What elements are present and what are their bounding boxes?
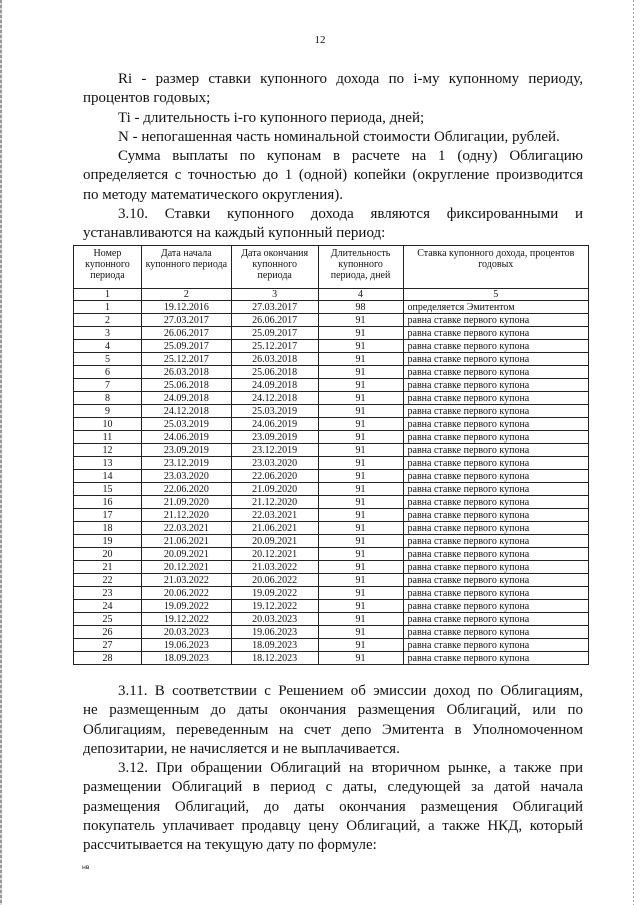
start-date-cell: 20.03.2023 <box>141 626 231 639</box>
table-row <box>74 379 589 392</box>
table-row <box>74 652 589 665</box>
coupon-number-cell: 23 <box>74 587 142 600</box>
start-date-cell: 19.09.2022 <box>141 600 231 613</box>
end-date-cell: 23.03.2020 <box>231 457 318 470</box>
duration-cell: 91 <box>318 379 403 392</box>
end-date-cell: 26.06.2017 <box>231 314 318 327</box>
table-row <box>74 574 589 587</box>
table-row <box>74 444 589 457</box>
end-date-cell: 21.09.2020 <box>231 483 318 496</box>
duration-cell: 91 <box>318 535 403 548</box>
end-date-cell: 27.03.2017 <box>231 301 318 314</box>
duration-cell: 91 <box>318 496 403 509</box>
footer-initials: нв <box>82 864 90 871</box>
start-date-cell: 24.06.2019 <box>141 431 231 444</box>
end-date-cell: 21.03.2022 <box>231 561 318 574</box>
duration-cell: 91 <box>318 353 403 366</box>
start-date-cell: 26.06.2017 <box>141 327 231 340</box>
coupon-number-cell: 24 <box>74 600 142 613</box>
rate-cell: равна ставке первого купона <box>403 613 589 626</box>
table-row <box>74 431 589 444</box>
duration-cell: 91 <box>318 626 403 639</box>
column-number: 4 <box>318 289 403 301</box>
start-date-cell: 22.06.2020 <box>141 483 231 496</box>
rate-cell: равна ставке первого купона <box>403 626 589 639</box>
coupon-number-cell: 11 <box>74 431 142 444</box>
start-date-cell: 23.03.2020 <box>141 470 231 483</box>
end-date-cell: 18.09.2023 <box>231 639 318 652</box>
text-line: размещения Облигаций, до даты окончания размещения Облигаций <box>83 798 583 815</box>
column-number-row <box>74 289 589 301</box>
start-date-cell: 19.12.2016 <box>141 301 231 314</box>
start-date-cell: 21.03.2022 <box>141 574 231 587</box>
end-date-cell: 23.12.2019 <box>231 444 318 457</box>
table-row <box>74 522 589 535</box>
rate-cell: равна ставке первого купона <box>403 587 589 600</box>
start-date-cell: 21.12.2020 <box>141 509 231 522</box>
rate-cell: равна ставке первого купона <box>403 457 589 470</box>
coupon-number-cell: 10 <box>74 418 142 431</box>
start-date-cell: 25.06.2018 <box>141 379 231 392</box>
header-rate: Ставка купонного дохода, процентов годовых <box>403 246 589 289</box>
text-line: по методу математического округления). <box>83 186 343 203</box>
text-line: 3.12. При обращении Облигаций на вторичном рынке, а также при <box>118 760 583 776</box>
text-line: депозитарии, не начисляется и не выплачивается. <box>83 740 400 757</box>
coupon-number-cell: 12 <box>74 444 142 457</box>
end-date-cell: 23.09.2019 <box>231 431 318 444</box>
duration-cell: 91 <box>318 392 403 405</box>
rate-cell: равна ставке первого купона <box>403 444 589 457</box>
table-row <box>74 587 589 600</box>
column-number: 5 <box>403 289 589 301</box>
duration-cell: 91 <box>318 418 403 431</box>
duration-cell: 91 <box>318 314 403 327</box>
table-row <box>74 509 589 522</box>
duration-cell: 91 <box>318 561 403 574</box>
start-date-cell: 23.09.2019 <box>141 444 231 457</box>
coupon-number-cell: 14 <box>74 470 142 483</box>
end-date-cell: 25.03.2019 <box>231 405 318 418</box>
text-line: процентов годовых; <box>83 90 211 107</box>
end-date-cell: 21.06.2021 <box>231 522 318 535</box>
coupon-number-cell: 26 <box>74 626 142 639</box>
start-date-cell: 23.12.2019 <box>141 457 231 470</box>
coupon-number-cell: 22 <box>74 574 142 587</box>
coupon-number-cell: 6 <box>74 366 142 379</box>
coupon-number-cell: 28 <box>74 652 142 665</box>
start-date-cell: 27.03.2017 <box>141 314 231 327</box>
section-3-10-heading: 3.10. Ставки купонного дохода являются фиксированными и <box>118 206 583 223</box>
start-date-cell: 20.09.2021 <box>141 548 231 561</box>
start-date-cell: 25.03.2019 <box>141 418 231 431</box>
duration-cell: 91 <box>318 613 403 626</box>
start-date-cell: 19.12.2022 <box>141 613 231 626</box>
start-date-cell: 19.06.2023 <box>141 639 231 652</box>
coupon-number-cell: 27 <box>74 639 142 652</box>
end-date-cell: 24.12.2018 <box>231 392 318 405</box>
table-row <box>74 340 589 353</box>
scan-edge-right <box>633 0 634 905</box>
start-date-cell: 25.09.2017 <box>141 340 231 353</box>
table-row <box>74 327 589 340</box>
table-row <box>74 496 589 509</box>
coupon-number-cell: 20 <box>74 548 142 561</box>
start-date-cell: 24.12.2018 <box>141 405 231 418</box>
coupon-number-cell: 19 <box>74 535 142 548</box>
rate-cell: равна ставке первого купона <box>403 418 589 431</box>
rate-cell: равна ставке первого купона <box>403 509 589 522</box>
column-number: 3 <box>231 289 318 301</box>
duration-cell: 91 <box>318 483 403 496</box>
header-coupon-number: Номер купонного периода <box>74 246 142 289</box>
rate-cell: равна ставке первого купона <box>403 392 589 405</box>
table-row <box>74 535 589 548</box>
text-line: Ri - размер ставки купонного дохода по i-му купонному периоду, <box>118 71 583 87</box>
duration-cell: 91 <box>318 431 403 444</box>
text-line: устанавливаются на каждый купонный период: <box>83 225 386 242</box>
coupon-number-cell: 5 <box>74 353 142 366</box>
text-line: рассчитывается на текущую дату по формуле: <box>83 837 377 854</box>
table-row <box>74 418 589 431</box>
rate-cell: равна ставке первого купона <box>403 535 589 548</box>
end-date-cell: 22.06.2020 <box>231 470 318 483</box>
end-date-cell: 25.06.2018 <box>231 366 318 379</box>
start-date-cell: 20.06.2022 <box>141 587 231 600</box>
text-line: Облигациям, переведенным на счет депо Эмитента в Уполномоченном <box>83 721 583 738</box>
end-date-cell: 22.03.2021 <box>231 509 318 522</box>
rate-cell: равна ставке первого купона <box>403 379 589 392</box>
rate-cell: равна ставке первого купона <box>403 548 589 561</box>
rate-cell: равна ставке первого купона <box>403 561 589 574</box>
duration-cell: 98 <box>318 301 403 314</box>
intro-paragraphs <box>83 70 583 244</box>
table-row <box>74 314 589 327</box>
coupon-number-cell: 13 <box>74 457 142 470</box>
rate-cell: равна ставке первого купона <box>403 522 589 535</box>
table-row <box>74 366 589 379</box>
coupon-number-cell: 4 <box>74 340 142 353</box>
start-date-cell: 26.03.2018 <box>141 366 231 379</box>
start-date-cell: 21.06.2021 <box>141 535 231 548</box>
duration-cell: 91 <box>318 639 403 652</box>
end-date-cell: 25.12.2017 <box>231 340 318 353</box>
end-date-cell: 21.12.2020 <box>231 496 318 509</box>
end-date-cell: 24.09.2018 <box>231 379 318 392</box>
end-date-cell: 20.09.2021 <box>231 535 318 548</box>
duration-cell: 91 <box>318 652 403 665</box>
start-date-cell: 18.09.2023 <box>141 652 231 665</box>
rate-cell: равна ставке первого купона <box>403 314 589 327</box>
start-date-cell: 21.09.2020 <box>141 496 231 509</box>
rate-cell: равна ставке первого купона <box>403 470 589 483</box>
end-date-cell: 18.12.2023 <box>231 652 318 665</box>
page-number: 12 <box>314 34 326 46</box>
rate-cell: равна ставке первого купона <box>403 405 589 418</box>
rate-cell: равна ставке первого купона <box>403 496 589 509</box>
rate-cell: равна ставке первого купона <box>403 574 589 587</box>
end-date-cell: 20.12.2021 <box>231 548 318 561</box>
text-line: N - непогашенная часть номинальной стоимости Облигации, рублей. <box>118 128 560 145</box>
header-duration: Длительность купонного периода, дней <box>318 246 403 289</box>
table-row <box>74 483 589 496</box>
rate-cell: равна ставке первого купона <box>403 652 589 665</box>
coupon-number-cell: 17 <box>74 509 142 522</box>
duration-cell: 91 <box>318 366 403 379</box>
column-number: 2 <box>141 289 231 301</box>
text-line: размещении Облигаций в период с даты, следующей за датой начала <box>83 779 583 796</box>
text-line: 3.11. В соответствии с Решением об эмиссии доход по Облигациям, <box>118 683 583 699</box>
table-row <box>74 405 589 418</box>
table-row <box>74 470 589 483</box>
coupon-number-cell: 25 <box>74 613 142 626</box>
start-date-cell: 25.12.2017 <box>141 353 231 366</box>
column-number: 1 <box>74 289 142 301</box>
end-date-cell: 24.06.2019 <box>231 418 318 431</box>
start-date-cell: 24.09.2018 <box>141 392 231 405</box>
section-3-12 <box>83 759 583 855</box>
table-header-row <box>74 246 589 289</box>
end-date-cell: 25.09.2017 <box>231 327 318 340</box>
duration-cell: 91 <box>318 340 403 353</box>
text-line: Сумма выплаты по купонам в расчете на 1 (одну) Облигацию <box>118 148 583 165</box>
rate-cell: равна ставке первого купона <box>403 353 589 366</box>
table-row <box>74 639 589 652</box>
end-date-cell: 26.03.2018 <box>231 353 318 366</box>
scan-edge-left <box>0 0 2 905</box>
end-date-cell: 20.06.2022 <box>231 574 318 587</box>
rate-cell: равна ставке первого купона <box>403 431 589 444</box>
table-row <box>74 392 589 405</box>
coupon-number-cell: 16 <box>74 496 142 509</box>
coupon-number-cell: 1 <box>74 301 142 314</box>
coupon-number-cell: 9 <box>74 405 142 418</box>
table-row <box>74 561 589 574</box>
table-row <box>74 353 589 366</box>
duration-cell: 91 <box>318 405 403 418</box>
text-line: определяется с точностью до 1 (одной) копейки (округление производится <box>83 167 583 184</box>
table-row <box>74 613 589 626</box>
duration-cell: 91 <box>318 548 403 561</box>
duration-cell: 91 <box>318 444 403 457</box>
rate-cell: равна ставке первого купона <box>403 483 589 496</box>
end-date-cell: 19.06.2023 <box>231 626 318 639</box>
coupon-number-cell: 18 <box>74 522 142 535</box>
start-date-cell: 20.12.2021 <box>141 561 231 574</box>
rate-cell: равна ставке первого купона <box>403 600 589 613</box>
text-line: не размещенным до даты окончания размещения Облигаций, или по <box>83 702 583 719</box>
rate-cell: равна ставке первого купона <box>403 327 589 340</box>
table-row <box>74 457 589 470</box>
rate-cell: определяется Эмитентом <box>403 301 589 314</box>
coupon-schedule-table <box>73 245 589 665</box>
duration-cell: 91 <box>318 587 403 600</box>
coupon-number-cell: 21 <box>74 561 142 574</box>
duration-cell: 91 <box>318 522 403 535</box>
text-line: покупатель уплачивает продавцу цену Облигаций, а также НКД, который <box>83 817 583 834</box>
header-start-date: Дата начала купонного периода <box>141 246 231 289</box>
header-end-date: Дата окончания купонного периода <box>231 246 318 289</box>
rate-cell: равна ставке первого купона <box>403 366 589 379</box>
duration-cell: 91 <box>318 509 403 522</box>
duration-cell: 91 <box>318 574 403 587</box>
text-line: Ti - длительность i-го купонного периода, дней; <box>118 109 425 126</box>
table-row <box>74 626 589 639</box>
coupon-number-cell: 15 <box>74 483 142 496</box>
coupon-number-cell: 2 <box>74 314 142 327</box>
end-date-cell: 20.03.2023 <box>231 613 318 626</box>
end-date-cell: 19.12.2022 <box>231 600 318 613</box>
end-date-cell: 19.09.2022 <box>231 587 318 600</box>
coupon-number-cell: 3 <box>74 327 142 340</box>
duration-cell: 91 <box>318 600 403 613</box>
rate-cell: равна ставке первого купона <box>403 639 589 652</box>
duration-cell: 91 <box>318 457 403 470</box>
duration-cell: 91 <box>318 470 403 483</box>
table-row <box>74 600 589 613</box>
coupon-number-cell: 7 <box>74 379 142 392</box>
start-date-cell: 22.03.2021 <box>141 522 231 535</box>
rate-cell: равна ставке первого купона <box>403 340 589 353</box>
table-row <box>74 548 589 561</box>
coupon-number-cell: 8 <box>74 392 142 405</box>
duration-cell: 91 <box>318 327 403 340</box>
section-3-11 <box>83 682 583 759</box>
table-row <box>74 301 589 314</box>
